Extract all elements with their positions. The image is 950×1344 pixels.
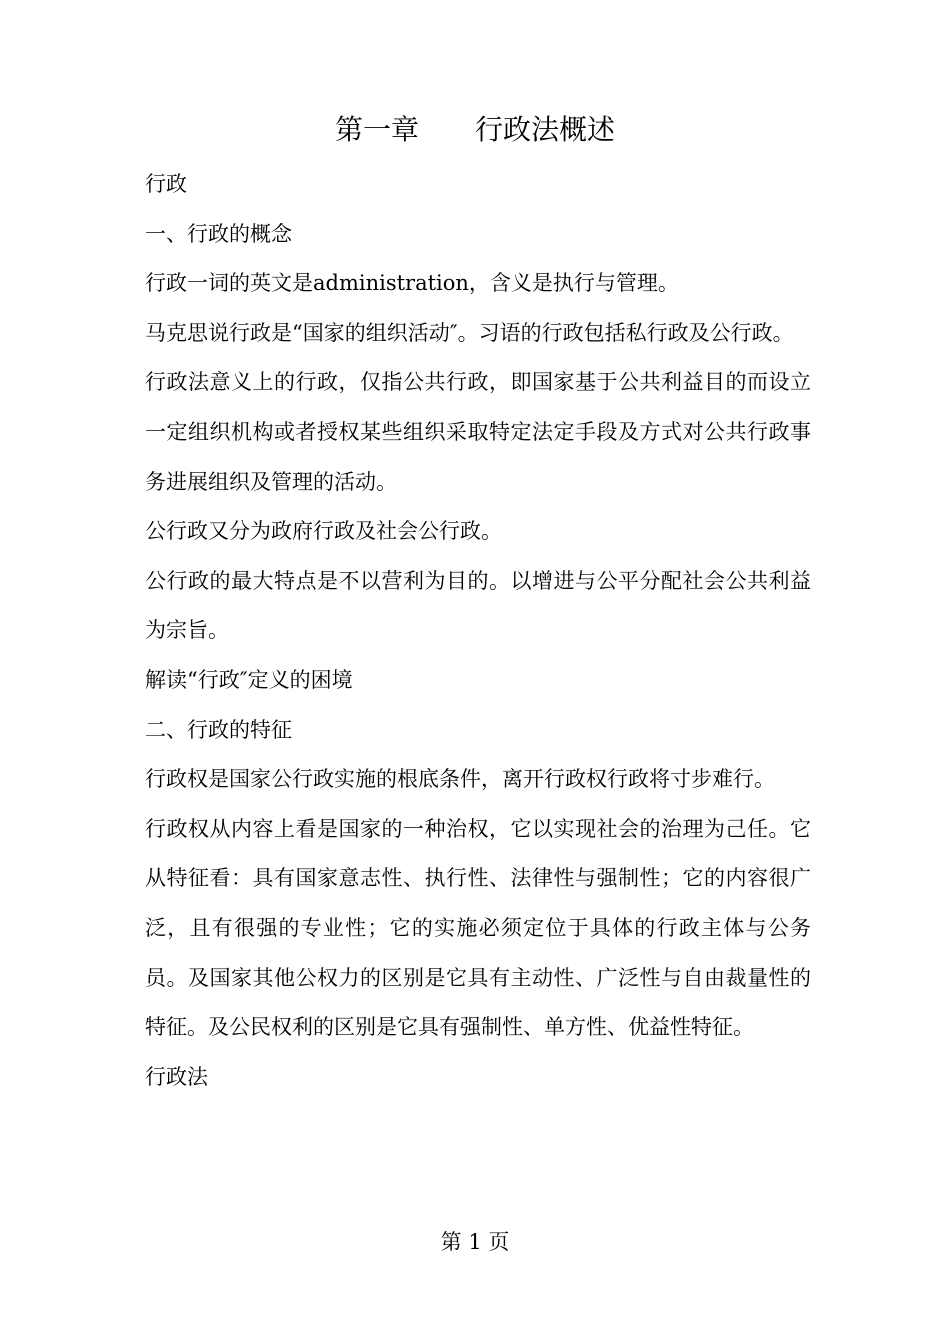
- page-number: 第 1 页: [440, 1230, 510, 1254]
- section-heading-administrative-law: 行政法: [145, 1064, 208, 1089]
- document-body: [145, 160, 811, 1102]
- chapter-title: 第一章 行政法概述: [334, 113, 615, 146]
- section-heading-administration: 行政: [145, 172, 187, 196]
- paragraph-marx-definition: 马克思说行政是“国家的组织活动″。习语的行政包括私行政及公行政。: [145, 320, 794, 345]
- paragraph-power-features: 行政权从内容上看是国家的一种治权，它以实现社会的治理为己任。它从特征看：具有国家意志性、执行性、法律性与强制性；它的内容很广泛，且有很强的专业性；它的实施必须定位于具体的行政主体与公务员。及国家其他公权力的区别是它具有主动性、广泛性与自由裁量性的特征。及公民权利的区别是它具有强制性、单方性、优益性特征。: [145, 816, 811, 1040]
- paragraph-definition-dilemma: 解读“行政″定义的困境: [145, 667, 353, 692]
- subsection-heading-features: 二、行政的特征: [145, 717, 292, 742]
- paragraph-english-term: 行政一词的英文是administration，含义是执行与管理。: [145, 271, 679, 296]
- paragraph-public-administration: 行政法意义上的行政，仅指公共行政，即国家基于公共利益目的而设立一定组织机构或者授权某些组织采取特定法定手段及方式对公共行政事务进展组织及管理的活动。: [145, 370, 811, 494]
- paragraph-administrative-power: 行政权是国家公行政实施的根底条件，离开行政权行政将寸步难行。: [145, 767, 775, 792]
- paragraph-division: 公行政又分为政府行政及社会公行政。: [145, 519, 502, 544]
- paragraph-nonprofit: 公行政的最大特点是不以营利为目的。以增进与公平分配社会公共利益为宗旨。: [145, 568, 811, 643]
- subsection-heading-concept: 一、行政的概念: [145, 221, 292, 246]
